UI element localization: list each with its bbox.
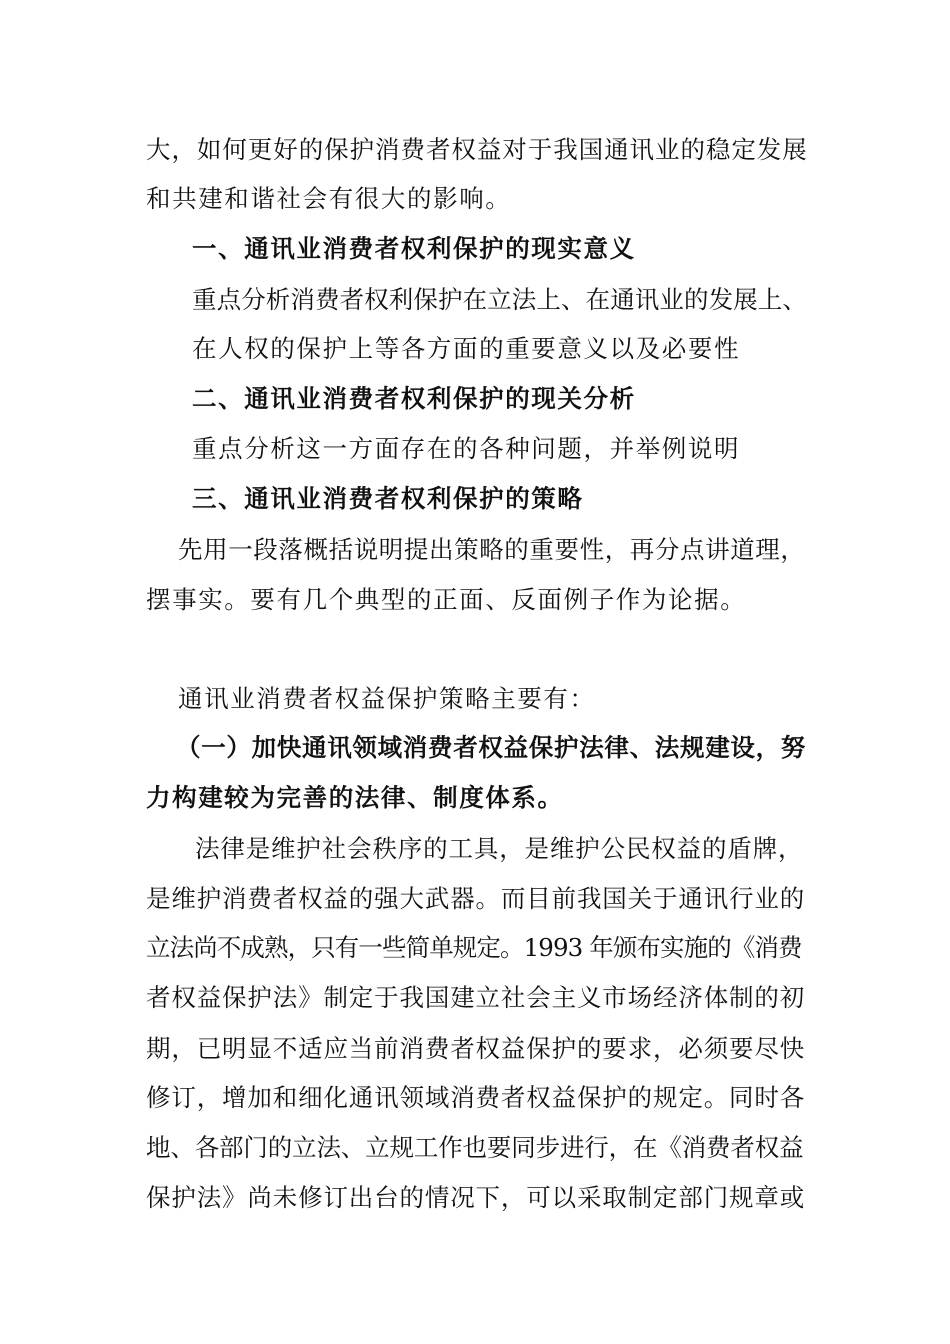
body-line: 保护法》尚未修订出台的情况下，可以采取制定部门规章或 [146,1183,806,1212]
body-line: 通讯业消费者权益保护策略主要有： [178,684,596,713]
body-line: 摆事实。要有几个典型的正面、反面例子作为论据。 [146,585,747,614]
body-line: 大，如何更好的保护消费者权益对于我国通讯业的稳定发展 [146,135,808,164]
body-line: 重点分析消费者权利保护在立法上、在通讯业的发展上、 [192,285,807,314]
body-line: 和共建和谐社会有很大的影响。 [146,184,512,213]
body-line: 是维护消费者权益的强大武器。而目前我国关于通讯行业的 [146,884,806,913]
subsection-heading: （一）加快通讯领域消费者权益保护法律、法规建设，努 [176,733,806,762]
body-line: 修订，增加和细化通讯领域消费者权益保护的规定。同时各 [146,1083,806,1112]
body-line: 立法尚不成熟，只有一些简单规定。1993 年颁布实施的《消费 [146,933,802,962]
body-line: 期，已明显不适应当前消费者权益保护的要求，必须要尽快 [146,1034,806,1063]
body-line: 法律是维护社会秩序的工具，是维护公民权益的盾牌， [195,834,804,863]
body-line: 在人权的保护上等各方面的重要意义以及必要性 [192,334,741,363]
body-line: 先用一段落概括说明提出策略的重要性，再分点讲道理， [178,535,806,564]
body-line: 重点分析这一方面存在的各种问题，并举例说明 [192,434,741,463]
body-line: 者权益保护法》制定于我国建立社会主义市场经济体制的初 [146,983,806,1012]
section-heading: 三、通讯业消费者权利保护的策略 [192,484,584,513]
section-heading: 二、通讯业消费者权利保护的现关分析 [192,384,636,413]
subsection-heading: 力构建较为完善的法律、制度体系。 [146,783,564,812]
section-heading: 一、通讯业消费者权利保护的现实意义 [192,234,636,263]
body-line: 地、各部门的立法、立规工作也要同步进行，在《消费者权益 [146,1133,804,1162]
